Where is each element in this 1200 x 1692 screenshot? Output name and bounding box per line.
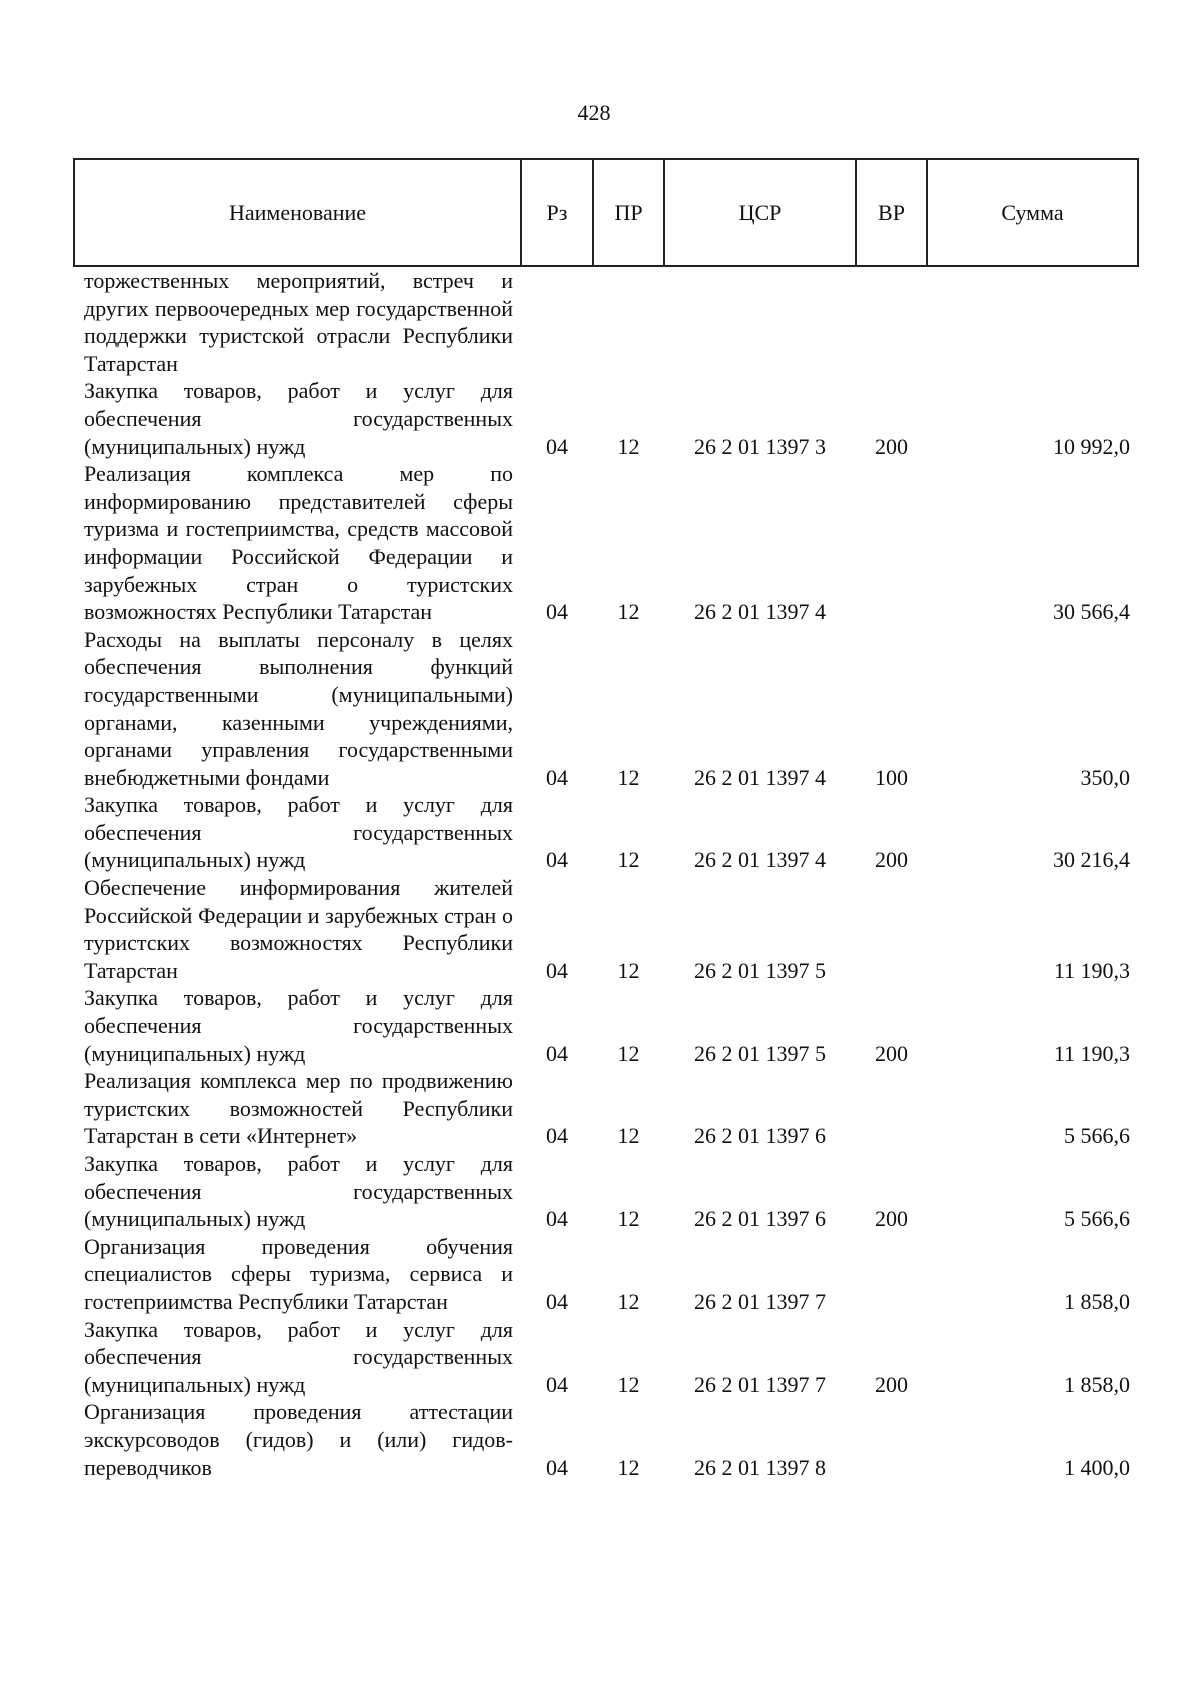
row-name: Обеспечение информирования жителей Российской Федерации и зарубежных стран о туристских возможностях Республики Татарстан (84, 875, 513, 983)
row-csr: 26 2 01 1397 8 (694, 1454, 826, 1480)
table-row (74, 984, 1138, 1067)
row-vr: 100 (875, 764, 908, 790)
row-pr: 12 (617, 599, 640, 625)
table-row (74, 1398, 1138, 1481)
row-rz: 04 (546, 599, 568, 625)
header-csr: ЦСР (664, 159, 856, 266)
row-rz: 04 (546, 1206, 568, 1232)
row-vr: 200 (875, 1206, 908, 1232)
row-sum: 350,0 (1080, 764, 1130, 790)
row-sum: 30 216,4 (1053, 847, 1130, 873)
row-name: Закупка товаров, работ и услуг для обеспечения государственных (муниципальных) нужд (84, 792, 513, 873)
row-name: Реализация комплекса мер по информированию представителей сферы туризма и гостеприимства, средств массовой информации Российской Федерации и зарубежных стран о туристских возможностях Республики Татарстан (84, 461, 513, 625)
page-number: 428 (577, 100, 611, 125)
row-vr: 200 (875, 433, 908, 459)
row-sum: 1 858,0 (1064, 1288, 1130, 1314)
row-pr: 12 (617, 1040, 640, 1066)
row-name: Организация проведения аттестации экскурсоводов (гидов) и (или) гидов-переводчиков (84, 1399, 513, 1480)
header-vr: ВР (856, 159, 927, 266)
row-vr (856, 1067, 927, 1150)
table-row (74, 1316, 1138, 1399)
row-pr: 12 (617, 1454, 640, 1480)
row-sum: 5 566,6 (1064, 1206, 1130, 1232)
table-header (74, 159, 1138, 266)
row-csr: 26 2 01 1397 5 (694, 1040, 826, 1066)
row-pr: 12 (617, 847, 640, 873)
row-vr (856, 1398, 927, 1481)
table-body (74, 266, 1138, 1481)
row-vr (856, 874, 927, 984)
row-pr: 12 (617, 1371, 640, 1397)
row-name: Закупка товаров, работ и услуг для обеспечения государственных (муниципальных) нужд (84, 1316, 513, 1397)
row-rz: 04 (546, 957, 568, 983)
row-csr: 26 2 01 1397 3 (694, 433, 826, 459)
row-name: Расходы на выплаты персоналу в целях обеспечения выполнения функций государственными (муниципальными) органами, казенными учреждениями, органами управления государственными внебюджетными фондами (84, 626, 513, 790)
row-csr: 26 2 01 1397 5 (694, 957, 826, 983)
row-pr: 12 (617, 957, 640, 983)
row-vr: 200 (875, 1371, 908, 1397)
row-rz: 04 (546, 1371, 568, 1397)
row-sum: 11 190,3 (1053, 957, 1130, 983)
row-name: Закупка товаров, работ и услуг для обеспечения государственных (муниципальных) нужд (84, 1151, 513, 1232)
budget-table (73, 158, 1139, 1481)
row-rz: 04 (546, 1288, 568, 1314)
row-csr (664, 266, 856, 377)
row-rz: 04 (546, 847, 568, 873)
row-rz: 04 (546, 1123, 568, 1149)
row-name: Закупка товаров, работ и услуг для обеспечения государственных (муниципальных) нужд (84, 985, 513, 1066)
row-csr: 26 2 01 1397 4 (694, 599, 826, 625)
row-name: Закупка товаров, работ и услуг для обеспечения государственных (муниципальных) нужд (84, 378, 513, 459)
row-vr: 200 (875, 1040, 908, 1066)
row-csr: 26 2 01 1397 7 (694, 1371, 826, 1397)
row-sum (927, 266, 1138, 377)
row-sum: 11 190,3 (1053, 1040, 1130, 1066)
row-sum: 1 858,0 (1064, 1371, 1130, 1397)
table-row (74, 874, 1138, 984)
row-pr: 12 (617, 1123, 640, 1149)
row-sum: 10 992,0 (1053, 433, 1130, 459)
row-vr (856, 1233, 927, 1316)
table-row (74, 460, 1138, 626)
row-rz: 04 (546, 1454, 568, 1480)
row-rz: 04 (546, 433, 568, 459)
row-vr (856, 266, 927, 377)
header-rz: Рз (521, 159, 593, 266)
row-vr: 200 (875, 847, 908, 873)
header-sum: Сумма (927, 159, 1138, 266)
row-csr: 26 2 01 1397 4 (694, 764, 826, 790)
row-pr: 12 (617, 764, 640, 790)
table-row (74, 791, 1138, 874)
row-pr: 12 (617, 1288, 640, 1314)
row-rz: 04 (546, 764, 568, 790)
row-csr: 26 2 01 1397 7 (694, 1288, 826, 1314)
row-pr: 12 (617, 1206, 640, 1232)
row-sum: 5 566,6 (1064, 1123, 1130, 1149)
row-vr (856, 460, 927, 626)
row-csr: 26 2 01 1397 6 (694, 1206, 826, 1232)
table-row (74, 266, 1138, 377)
row-rz (521, 266, 593, 377)
table-row (74, 1150, 1138, 1233)
row-name: Организация проведения обучения специалистов сферы туризма, сервиса и гостеприимства Республики Татарстан (84, 1233, 513, 1314)
header-pr: ПР (593, 159, 664, 266)
row-pr: 12 (617, 433, 640, 459)
row-sum: 1 400,0 (1064, 1454, 1130, 1480)
row-pr (593, 266, 664, 377)
row-rz: 04 (546, 1040, 568, 1066)
table-row (74, 1067, 1138, 1150)
table-row (74, 377, 1138, 460)
row-csr: 26 2 01 1397 4 (694, 847, 826, 873)
row-sum: 30 566,4 (1053, 599, 1130, 625)
header-name: Наименование (74, 159, 521, 266)
row-name: торжественных мероприятий, встреч и других первоочередных мер государственной поддержки туристской отрасли Республики Татарстан (84, 268, 513, 376)
row-name: Реализация комплекса мер по продвижению туристских возможностей Республики Татарстан в сети «Интернет» (84, 1068, 513, 1149)
table-row (74, 1233, 1138, 1316)
row-csr: 26 2 01 1397 6 (694, 1123, 826, 1149)
table-row (74, 626, 1138, 792)
